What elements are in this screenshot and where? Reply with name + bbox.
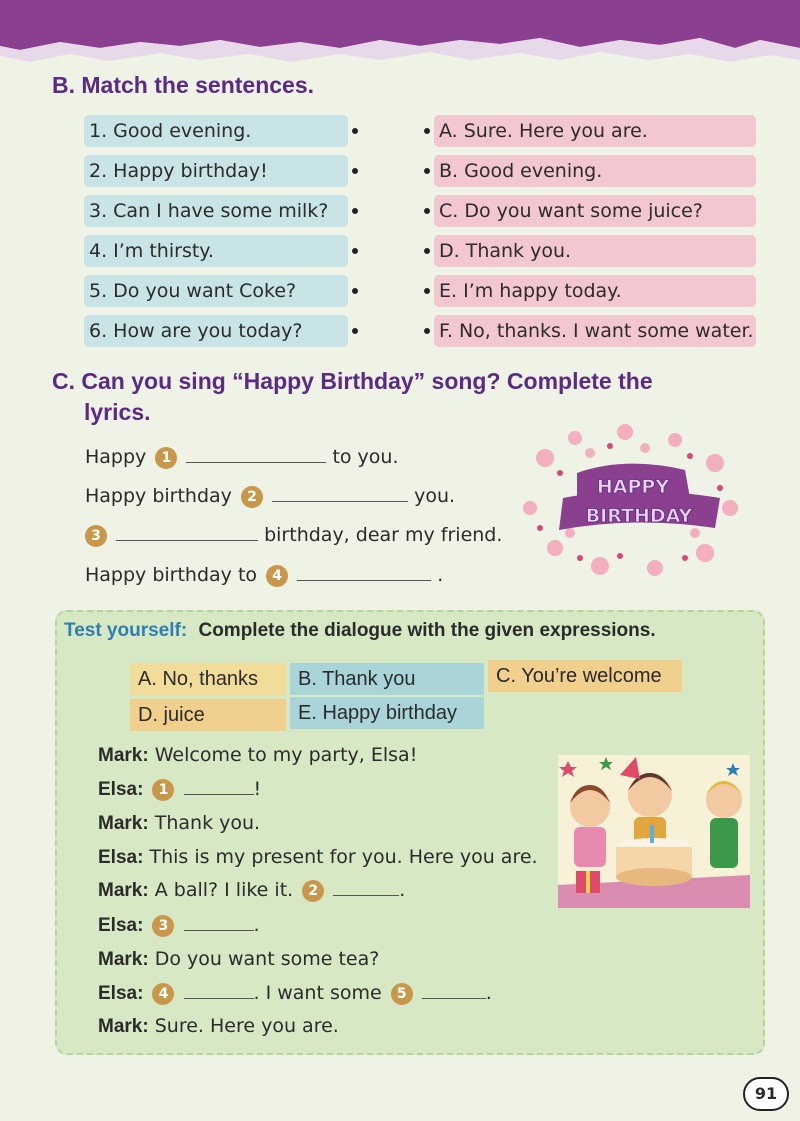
match-right-item[interactable]: C. Do you want some juice? <box>434 195 756 227</box>
lyric-line-3: 3 birthday, dear my friend. <box>82 521 502 549</box>
expression-b[interactable]: B. Thank you <box>290 663 484 695</box>
match-dot-left[interactable] <box>352 128 358 134</box>
match-dot-right[interactable] <box>424 248 430 254</box>
top-banner <box>0 0 800 70</box>
lyric-line-2: Happy birthday 2 you. <box>85 485 456 507</box>
party-illustration <box>558 755 750 908</box>
number-badge: 1 <box>152 779 174 801</box>
dialogue-line-7: Mark: Do you want some tea? <box>98 948 380 970</box>
match-left-item[interactable]: 6. How are you today? <box>84 315 348 347</box>
dialogue-line-1: Mark: Welcome to my party, Elsa! <box>98 744 418 766</box>
match-left-item[interactable]: 4. I’m thirsty. <box>84 235 348 267</box>
match-right-item[interactable]: E. I’m happy today. <box>434 275 756 307</box>
match-dot-left[interactable] <box>352 208 358 214</box>
number-badge: 4 <box>152 983 174 1005</box>
match-dot-left[interactable] <box>352 168 358 174</box>
section-c-title-line1: C. Can you sing “Happy Birthday” song? Complete the <box>52 368 653 394</box>
answer-blank[interactable] <box>184 913 254 931</box>
match-right-item[interactable]: B. Good evening. <box>434 155 756 187</box>
match-left-item[interactable]: 2. Happy birthday! <box>84 155 348 187</box>
section-c-title-line2: lyrics. <box>84 399 151 425</box>
section-b-title: B. Match the sentences. <box>52 72 315 98</box>
match-right-item[interactable]: F. No, thanks. I want some water. <box>434 315 756 347</box>
answer-blank[interactable] <box>186 445 326 463</box>
badge-line-1: HAPPY <box>596 476 670 498</box>
dialogue-line-8: Elsa: 4 . I want some 5 . <box>98 982 492 1004</box>
match-dot-right[interactable] <box>424 168 430 174</box>
answer-blank[interactable] <box>184 981 254 999</box>
answer-blank[interactable] <box>333 878 399 896</box>
dialogue-line-4: Elsa: This is my present for you. Here you are. <box>98 846 538 868</box>
match-dot-right[interactable] <box>424 208 430 214</box>
match-dot-right[interactable] <box>424 128 430 134</box>
number-badge: 4 <box>266 565 288 587</box>
badge-line-2: BIRTHDAY <box>585 505 693 527</box>
answer-blank[interactable] <box>116 523 258 541</box>
match-dot-right[interactable] <box>424 288 430 294</box>
dialogue-line-9: Mark: Sure. Here you are. <box>98 1015 339 1037</box>
test-yourself-title: Test yourself: Complete the dialogue with the given expressions. <box>64 620 656 641</box>
happy-birthday-illustration <box>515 418 745 583</box>
lyric-line-1: Happy 1 to you. <box>85 446 399 468</box>
expression-e[interactable]: E. Happy birthday <box>290 697 484 729</box>
number-badge: 5 <box>391 983 413 1005</box>
match-dot-left[interactable] <box>352 288 358 294</box>
expression-c[interactable]: C. You’re welcome <box>488 660 682 692</box>
match-dot-left[interactable] <box>352 328 358 334</box>
lyric-line-4: Happy birthday to 4 . <box>85 564 444 586</box>
number-badge: 1 <box>155 447 177 469</box>
expression-d[interactable]: D. juice <box>130 699 286 731</box>
dialogue-line-6: Elsa: 3 . <box>98 914 260 936</box>
dialogue-line-2: Elsa: 1 ! <box>98 778 262 800</box>
expression-a[interactable]: A. No, thanks <box>130 663 286 695</box>
dialogue-line-3: Mark: Thank you. <box>98 812 261 834</box>
answer-blank[interactable] <box>272 484 408 502</box>
number-badge: 3 <box>152 915 174 937</box>
match-dot-left[interactable] <box>352 248 358 254</box>
test-instruction: Complete the dialogue with the given expressions. <box>198 620 656 641</box>
answer-blank[interactable] <box>297 563 431 581</box>
number-badge: 3 <box>85 525 107 547</box>
match-dot-right[interactable] <box>424 328 430 334</box>
match-left-item[interactable]: 3. Can I have some milk? <box>84 195 348 227</box>
page-number: 91 <box>743 1077 789 1111</box>
match-right-item[interactable]: A. Sure. Here you are. <box>434 115 756 147</box>
answer-blank[interactable] <box>422 981 486 999</box>
number-badge: 2 <box>241 486 263 508</box>
answer-blank[interactable] <box>184 777 254 795</box>
number-badge: 2 <box>302 880 324 902</box>
match-right-item[interactable]: D. Thank you. <box>434 235 756 267</box>
match-left-item[interactable]: 5. Do you want Coke? <box>84 275 348 307</box>
dialogue-line-5: Mark: A ball? I like it. 2 . <box>98 879 406 901</box>
match-left-item[interactable]: 1. Good evening. <box>84 115 348 147</box>
